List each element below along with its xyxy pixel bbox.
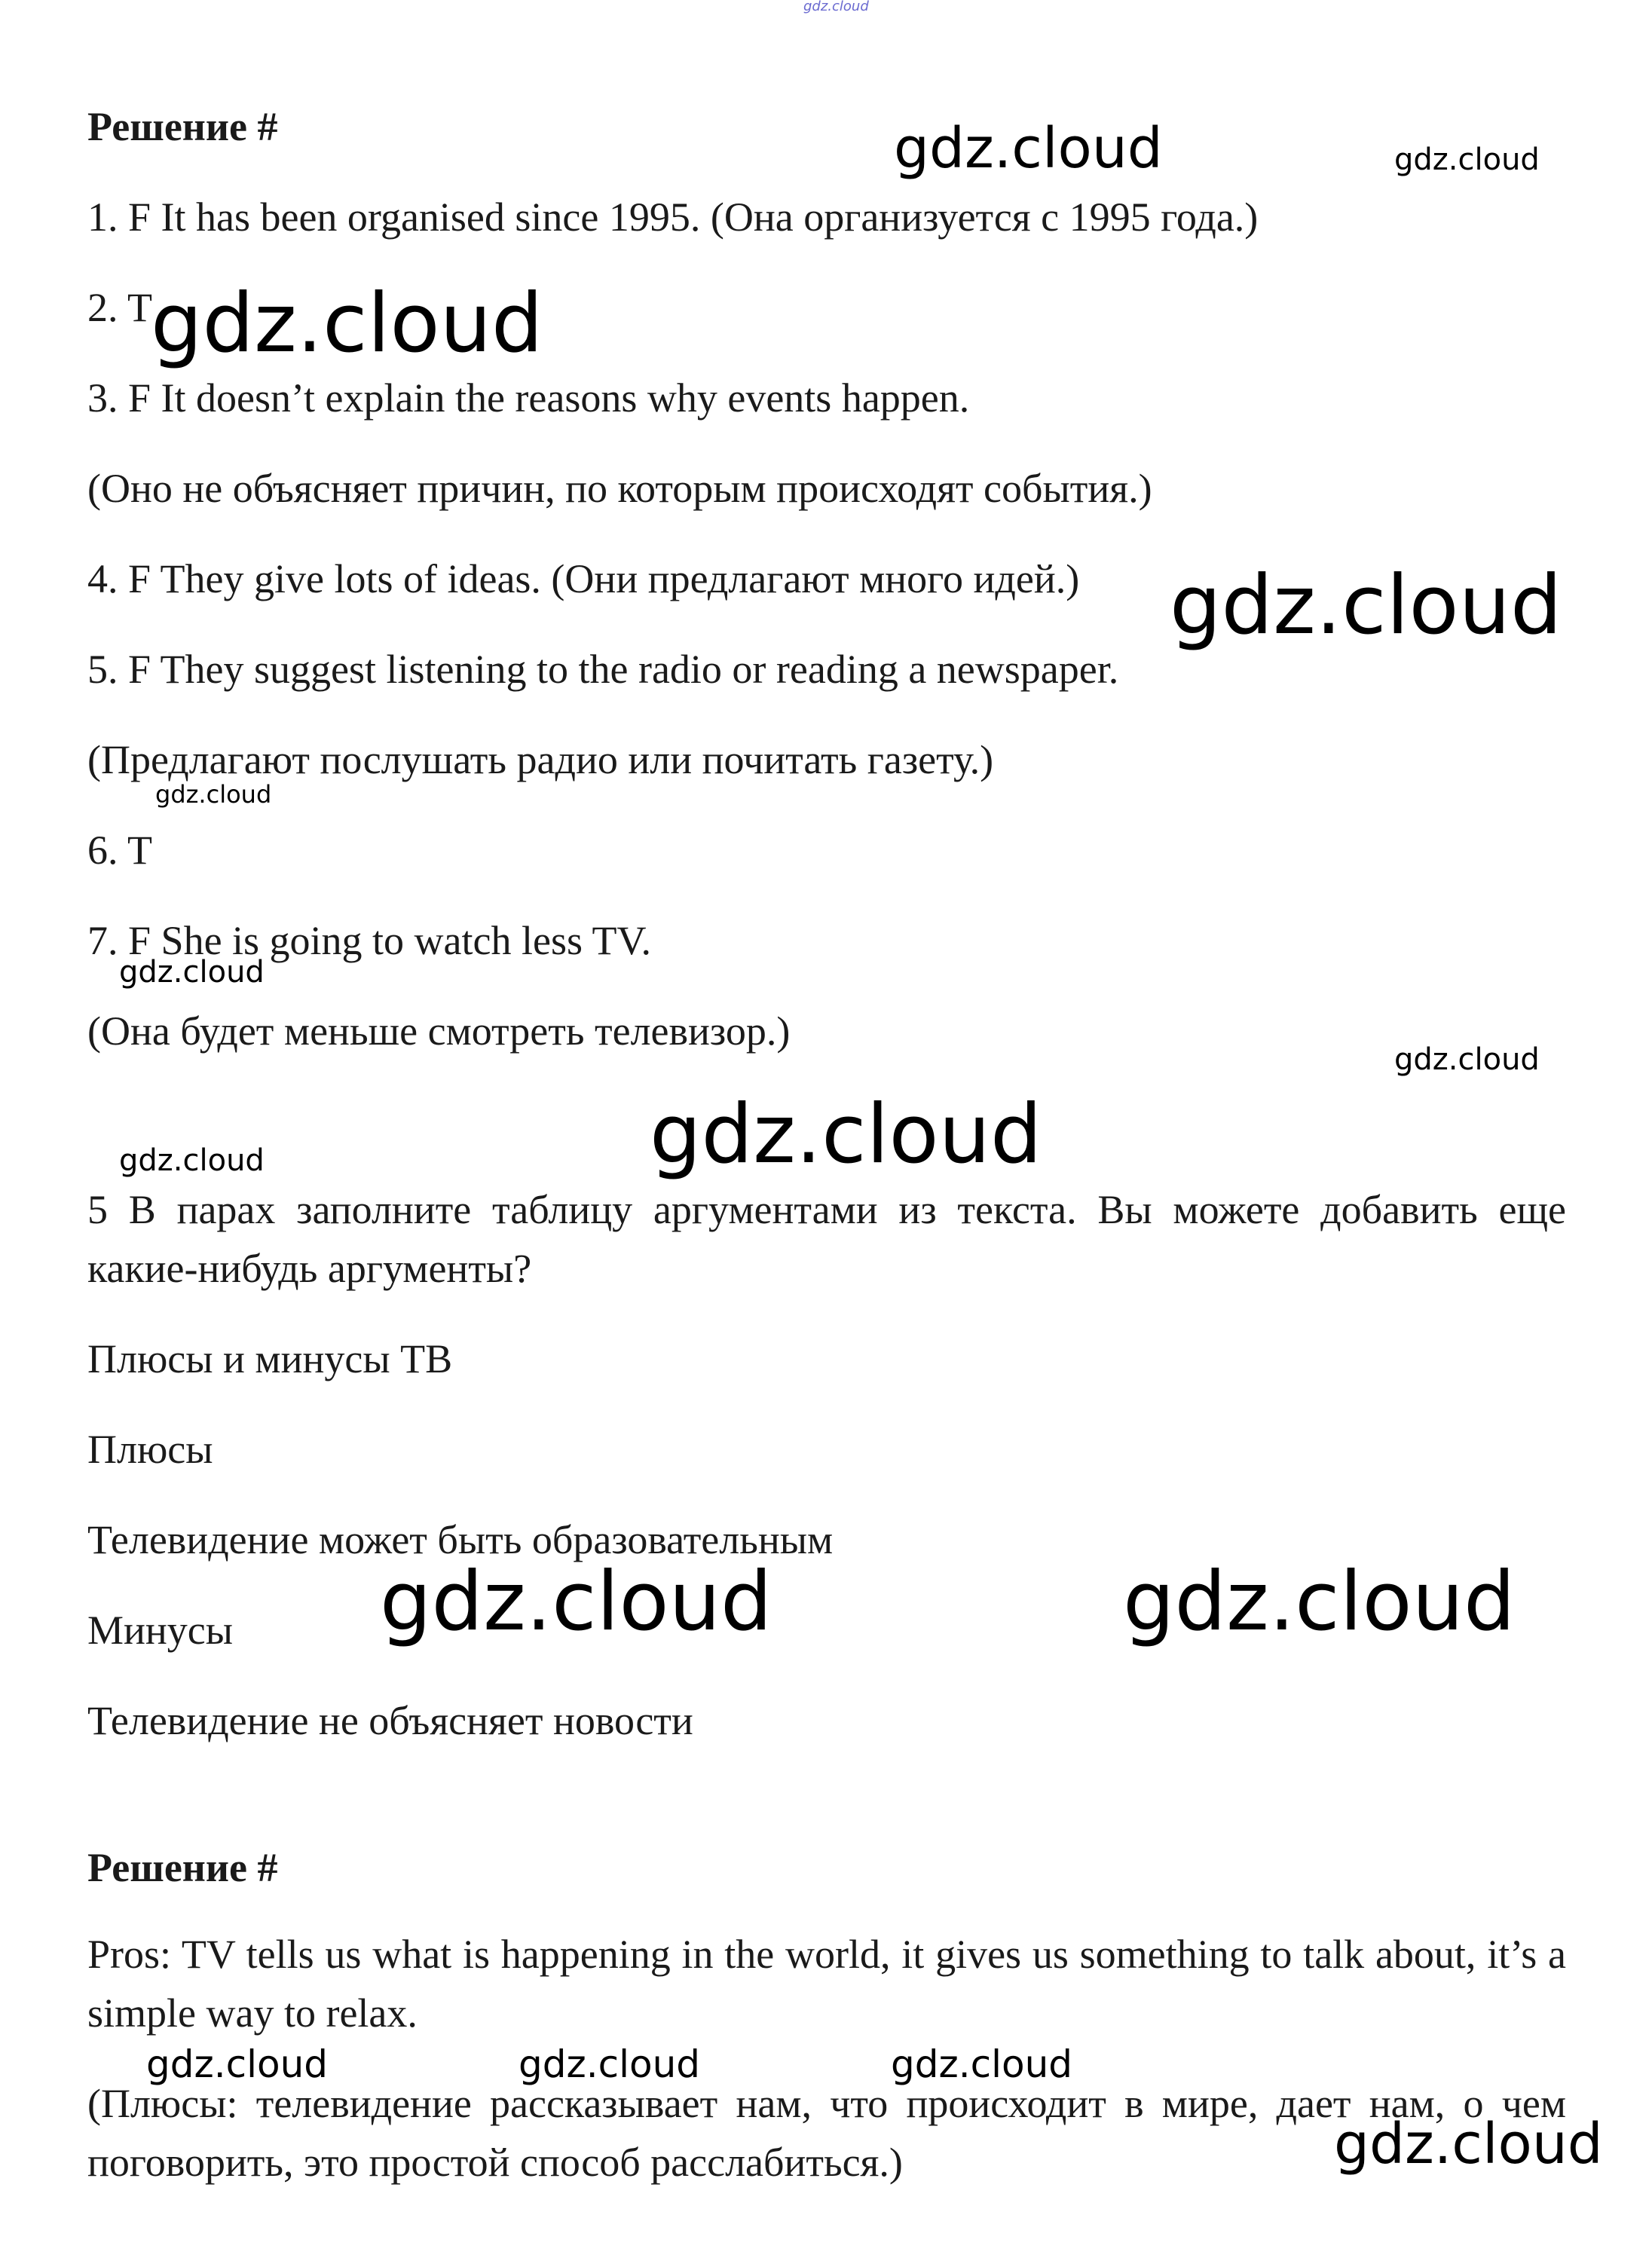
watermark-10: gdz.cloud <box>380 1555 772 1649</box>
watermark-6: gdz.cloud <box>119 955 265 990</box>
watermark-9: gdz.cloud <box>119 1143 265 1178</box>
cons-label: Минусы <box>87 1608 234 1653</box>
watermark-12: gdz.cloud <box>146 2042 329 2086</box>
watermark-5: gdz.cloud <box>155 780 272 809</box>
pros-english: Pros: TV tells us what is happening in the world, it gives us something to talk about, it’s a simple way to relax. <box>87 1932 1566 2036</box>
cons-item: Телевидение не объясняет новости <box>87 1698 693 1743</box>
pros-item: Телевидение может быть образовательным <box>87 1517 834 1562</box>
task-5-prompt: 5 В парах заполните таблицу аргументами из текста. Вы можете добавить еще какие-нибудь аргументы? <box>87 1187 1566 1291</box>
watermark-8: gdz.cloud <box>650 1088 1042 1182</box>
solution-heading-1: Решение # <box>87 104 278 149</box>
watermark-1: gdz.cloud <box>894 116 1163 181</box>
watermark-13: gdz.cloud <box>519 2042 701 2086</box>
watermark-15: gdz.cloud <box>1334 2112 1603 2177</box>
answer-line-3-translation: (Оно не объясняет причин, по которым происходят события.) <box>87 466 1152 511</box>
answer-line-5-translation: (Предлагают послушать радио или почитать газету.) <box>87 737 994 782</box>
watermark-3: gdz.cloud <box>151 277 543 371</box>
watermark-2: gdz.cloud <box>1394 142 1540 177</box>
answer-line-2: 2. T <box>87 285 153 330</box>
table-title: Плюсы и минусы ТВ <box>87 1336 453 1381</box>
watermark-11: gdz.cloud <box>1123 1555 1516 1649</box>
answer-line-1: 1. F It has been organised since 1995. (Она организуется с 1995 года.) <box>87 194 1259 240</box>
answer-line-7: 7. F She is going to watch less TV. <box>87 918 652 963</box>
answer-line-5: 5. F They suggest listening to the radio or reading a newspaper. <box>87 647 1119 692</box>
solution-heading-2: Решение # <box>87 1845 278 1890</box>
answer-line-7-translation: (Она будет меньше смотреть телевизор.) <box>87 1008 791 1054</box>
pros-label: Плюсы <box>87 1427 213 1472</box>
watermark-7: gdz.cloud <box>1394 1042 1540 1077</box>
pros-russian: (Плюсы: телевидение рассказывает нам, что происходит в мире, дает нам, о чем поговорить, это простой способ расслабиться.) <box>87 2081 1566 2185</box>
answer-line-6: 6. T <box>87 828 153 873</box>
watermark-14: gdz.cloud <box>891 2042 1073 2086</box>
watermark-4: gdz.cloud <box>1170 558 1562 653</box>
watermark-top: gdz.cloud <box>803 0 869 14</box>
answer-line-3: 3. F It doesn’t explain the reasons why events happen. <box>87 375 970 421</box>
answer-line-4: 4. F They give lots of ideas. (Они предлагают много идей.) <box>87 556 1080 601</box>
